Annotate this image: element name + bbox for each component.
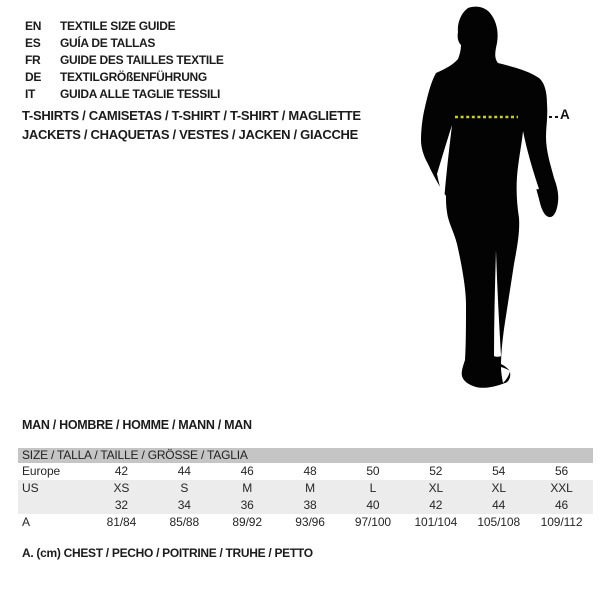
size-cell: 32 (90, 497, 153, 514)
man-silhouette (415, 5, 565, 395)
size-cell: 50 (366, 464, 380, 478)
size-table-header: SIZE / TALLA / TAILLE / GRÖSSE / TAGLIA (18, 448, 593, 463)
size-cell: 105/108 (477, 515, 521, 529)
size-table (18, 448, 593, 531)
size-cell: 46 (240, 464, 254, 478)
row-label: Europe (22, 464, 61, 478)
language-row-fr (25, 52, 224, 69)
language-row-en (25, 18, 224, 35)
size-cell: 44 (177, 464, 191, 478)
language-title: TEXTILGRÖßENFÜHRUNG (60, 70, 207, 84)
measurement-a-label: A (560, 107, 570, 122)
size-cell: 46 (530, 497, 593, 514)
size-cell: 56 (554, 464, 569, 478)
size-cell: XL (404, 480, 467, 497)
language-code: IT (25, 87, 36, 101)
language-title: TEXTILE SIZE GUIDE (60, 19, 176, 33)
language-title: GUIDA ALLE TAGLIE TESSILI (60, 87, 221, 101)
size-cell: 109/112 (540, 515, 583, 529)
size-cell: 40 (342, 497, 405, 514)
category-line-jackets: JACKETS / CHAQUETAS / VESTES / JACKEN / GIACCHE (22, 126, 358, 142)
size-cell: 48 (303, 464, 317, 478)
size-cell: 101/104 (414, 515, 458, 529)
size-cell: 81/84 (106, 515, 137, 529)
size-cell: 36 (216, 497, 279, 514)
size-cell: 89/92 (232, 515, 262, 529)
size-cell: 38 (279, 497, 342, 514)
size-cell: 34 (153, 497, 216, 514)
language-code: FR (25, 53, 41, 67)
language-title: GUÍA DE TALLAS (60, 36, 156, 50)
size-cell: 52 (429, 464, 443, 478)
size-cell: 42 (404, 497, 467, 514)
category-line-tshirts: T-SHIRTS / CAMISETAS / T-SHIRT / T-SHIRT / MAGLIETTE (22, 108, 361, 123)
size-cell: M (216, 480, 279, 497)
size-cell: XXL (530, 480, 593, 497)
table-row-us (18, 480, 593, 497)
gender-heading: MAN / HOMBRE / HOMME / MANN / MAN (22, 418, 252, 432)
size-cell: XL (467, 480, 530, 497)
size-cell: 54 (492, 464, 506, 478)
measurement-footnote: A. (cm) CHEST / PECHO / POITRINE / TRUHE / PETTO (22, 546, 313, 560)
row-label (18, 497, 90, 514)
table-row-numeric (18, 497, 593, 514)
size-cell: XS (90, 480, 153, 497)
size-cell: 42 (114, 464, 129, 478)
language-code: ES (25, 36, 41, 50)
language-row-es (25, 35, 224, 52)
language-title: GUIDE DES TAILLES TEXTILE (60, 53, 224, 67)
language-code: EN (25, 19, 42, 33)
size-cell: L (342, 480, 405, 497)
table-row-europe (18, 463, 593, 480)
size-cell: 97/100 (354, 515, 391, 529)
language-row-de (25, 69, 224, 86)
table-row-chest-cm (18, 514, 593, 531)
row-label: US (18, 480, 90, 497)
size-cell: M (279, 480, 342, 497)
garment-categories (22, 107, 361, 144)
silhouette-body (421, 7, 558, 388)
size-table-header-row (18, 448, 593, 463)
size-cell: 85/88 (169, 515, 200, 529)
language-code: DE (25, 70, 42, 84)
size-cell: 44 (467, 497, 530, 514)
size-cell: S (153, 480, 216, 497)
language-row-it (25, 86, 224, 103)
row-label: A (22, 515, 30, 529)
size-cell: 93/96 (295, 515, 325, 529)
language-list (25, 18, 224, 103)
